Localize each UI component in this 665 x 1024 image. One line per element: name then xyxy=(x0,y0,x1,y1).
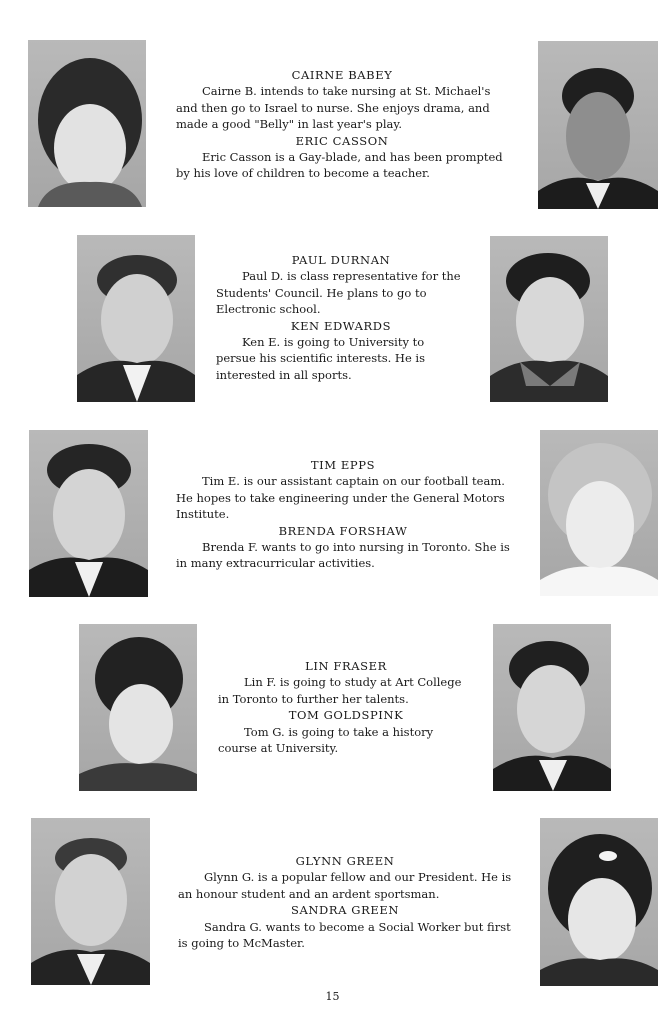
student-name: ERIC CASSON xyxy=(295,133,389,148)
student-bio: Sandra G. wants to become a Social Worker but first is going to McMaster. xyxy=(178,919,511,951)
student-name: PAUL DURNAN xyxy=(291,253,391,267)
portrait-brenda-forshaw xyxy=(540,430,658,596)
bio-block-3 xyxy=(176,457,510,572)
portrait-tim-epps xyxy=(29,430,148,597)
student-bio: Glynn G. is a popular fellow and our President. He is an honour student and an ardent sportsman. xyxy=(178,870,512,901)
page-number: 15 xyxy=(325,990,340,1003)
portrait-eric-casson xyxy=(538,41,658,209)
student-name: KEN EDWARDS xyxy=(290,318,392,333)
bio-block-4 xyxy=(218,658,474,756)
student-name: TIM EPPS xyxy=(310,458,376,472)
student-bio: Cairne B. intends to take nursing at St. Michael's and then go to Israel to nurse. She enjoys drama, and made a good "Belly" in last year's play. xyxy=(176,84,491,132)
student-name: TOM GOLDSPINK xyxy=(288,708,404,723)
portrait-sandra-green xyxy=(540,818,658,986)
portrait-ken-edwards xyxy=(490,236,608,402)
portrait-cairne-babey xyxy=(28,40,146,207)
student-name: BRENDA FORSHAW xyxy=(278,523,408,538)
bio-block-2 xyxy=(216,252,466,383)
portrait-tom-goldspink xyxy=(493,624,611,791)
bio-block-1 xyxy=(176,67,508,182)
student-name: SANDRA GREEN xyxy=(291,903,399,918)
portrait-paul-durnan xyxy=(77,235,195,402)
student-bio: Eric Casson is a Gay-blade, and has been prompted by his love of children to become a teacher. xyxy=(176,150,503,181)
student-bio: Tom G. is going to take a history course at University. xyxy=(218,724,434,756)
student-bio: Brenda F. wants to go into nursing in Toronto. She is in many extracurricular activities. xyxy=(176,540,510,571)
bio-block-5 xyxy=(178,853,512,951)
student-bio: Paul D. is class representative for the Students' Council. He plans to go to Electronic school. xyxy=(216,269,461,317)
student-bio: Ken E. is going to University to persue his scientific interests. He is interested in all sports. xyxy=(216,335,425,382)
student-bio: Tim E. is our assistant captain on our football team. He hopes to take engineering under the General Motors Institute. xyxy=(176,474,505,522)
portrait-glynn-green xyxy=(31,818,150,985)
student-bio: Lin F. is going to study at Art College in Toronto to further her talents. xyxy=(218,675,462,706)
student-name: CAIRNE BABEY xyxy=(291,68,393,82)
student-name: GLYNN GREEN xyxy=(295,854,395,868)
portrait-lin-fraser xyxy=(79,624,197,791)
student-name: LIN FRASER xyxy=(305,659,387,673)
